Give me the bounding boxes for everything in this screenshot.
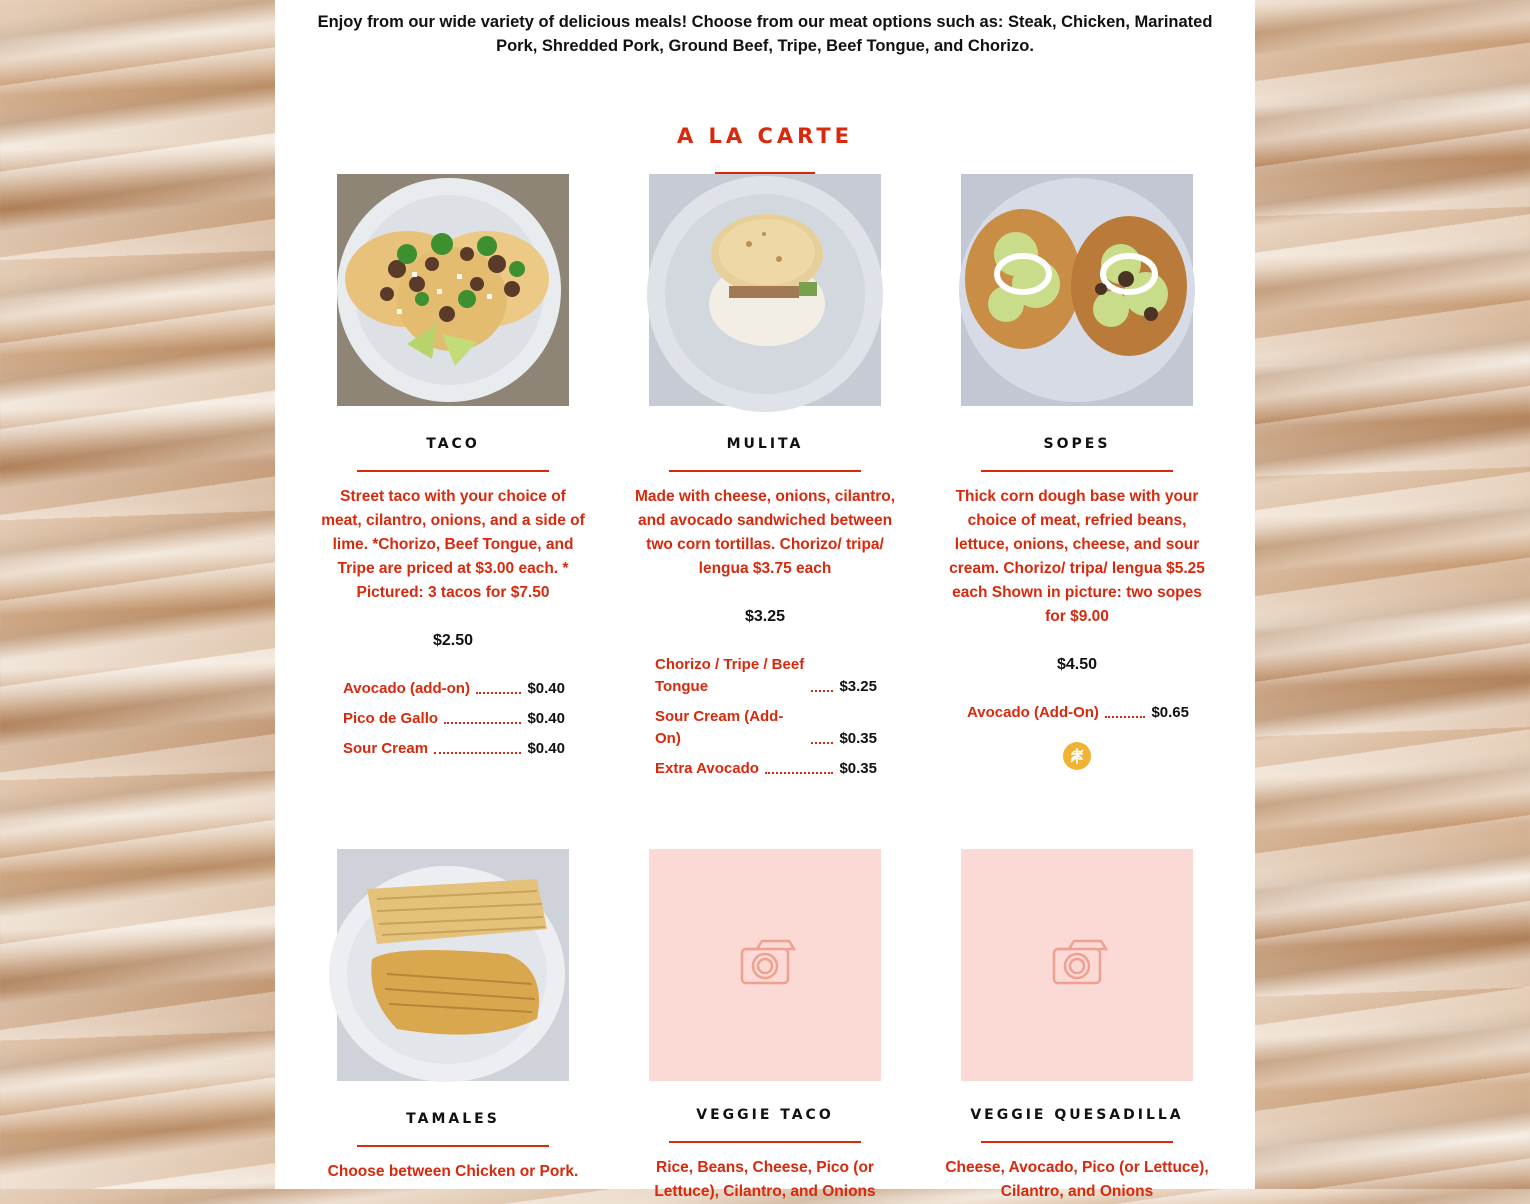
taco-photo[interactable] bbox=[337, 174, 569, 406]
veggie-taco-photo-placeholder[interactable] bbox=[649, 849, 881, 1081]
addon-row bbox=[655, 758, 877, 780]
taco-name: TACO bbox=[426, 436, 480, 452]
addon-price: $0.35 bbox=[839, 760, 877, 777]
mulita-addons bbox=[655, 654, 877, 788]
taco-divider bbox=[357, 470, 549, 472]
veggie-taco-divider bbox=[669, 1141, 861, 1143]
sopes-description: Thick corn dough base with your choice of meat, refried beans, lettuce, onions, cheese, and sour cream. Chorizo/ tripa/ lengua $5.25 each Shown in picture: two sopes for $9.00 bbox=[949, 488, 1205, 625]
sopes-price: $4.50 bbox=[1056, 656, 1098, 673]
addon-name: Sour Cream bbox=[343, 740, 429, 757]
sopes-name: SOPES bbox=[1043, 436, 1111, 452]
camera-icon bbox=[649, 849, 881, 1081]
addon-price: $0.40 bbox=[527, 710, 565, 727]
section-title: A LA CARTE bbox=[676, 124, 854, 148]
addon-row bbox=[655, 706, 877, 750]
veggie-taco-description: Rice, Beans, Cheese, Pico (or Lettuce), Cilantro, and Onions bbox=[654, 1159, 876, 1200]
veggie-quesadilla-photo-placeholder[interactable] bbox=[961, 849, 1193, 1081]
sopes-photo[interactable] bbox=[961, 174, 1193, 406]
addon-row bbox=[343, 708, 565, 730]
taco-description: Street taco with your choice of meat, cilantro, onions, and a side of lime. *Chorizo, Beef Tongue, and Tripe are priced at $3.00 each. * Pictured: 3 tacos for $7.50 bbox=[321, 488, 585, 601]
addon-name: Avocado (Add-On) bbox=[967, 704, 1099, 721]
mulita-divider bbox=[669, 470, 861, 472]
addon-leader bbox=[1105, 716, 1146, 718]
tamales-divider bbox=[357, 1145, 549, 1147]
addon-price: $0.40 bbox=[527, 740, 565, 757]
addon-row bbox=[967, 702, 1189, 724]
gluten-free-icon bbox=[1063, 742, 1091, 770]
sopes-divider bbox=[981, 470, 1173, 472]
addon-leader bbox=[434, 752, 521, 754]
veggie-quesadilla-divider bbox=[981, 1141, 1173, 1143]
tamales-photo[interactable] bbox=[337, 849, 569, 1081]
addon-leader bbox=[476, 692, 522, 694]
addon-price: $0.35 bbox=[839, 730, 877, 747]
veggie-taco-name: VEGGIE TACO bbox=[696, 1107, 834, 1123]
addon-leader bbox=[765, 772, 834, 774]
taco-price: $2.50 bbox=[432, 632, 474, 649]
veggie-quesadilla-description: Cheese, Avocado, Pico (or Lettuce), Cilantro, and Onions bbox=[945, 1159, 1209, 1200]
addon-price: $0.40 bbox=[527, 680, 565, 697]
veggie-quesadilla-name: VEGGIE QUESADILLA bbox=[970, 1107, 1184, 1123]
addon-row bbox=[343, 738, 565, 760]
intro-text: Enjoy from our wide variety of delicious meals! Choose from our meat options such as: Steak, Chicken, Marinated Pork, Shredded Pork, Ground Beef, Tripe, Beef Tongue, and Chorizo. bbox=[317, 13, 1213, 55]
camera-icon bbox=[961, 849, 1193, 1081]
tamales-description: Choose between Chicken or Pork. bbox=[327, 1163, 579, 1180]
addon-leader bbox=[444, 722, 521, 724]
menu-panel bbox=[275, 0, 1255, 1200]
taco-addons bbox=[343, 678, 565, 768]
addon-name: Avocado (add-on) bbox=[343, 680, 470, 697]
addon-leader bbox=[811, 690, 833, 692]
mulita-description: Made with cheese, onions, cilantro, and avocado sandwiched between two corn tortillas. Chorizo/ tripa/ lengua $3.75 each bbox=[634, 488, 896, 577]
addon-price: $3.25 bbox=[839, 678, 877, 695]
mulita-photo[interactable] bbox=[649, 174, 881, 406]
addon-name: Sour Cream (Add-On) bbox=[655, 708, 784, 747]
sopes-addons bbox=[967, 702, 1189, 732]
addon-leader bbox=[811, 742, 833, 744]
addon-name: Chorizo / Tripe / Beef Tongue bbox=[655, 656, 805, 695]
mulita-name: MULITA bbox=[726, 436, 804, 452]
tamales-name: TAMALES bbox=[406, 1111, 500, 1127]
mulita-price: $3.25 bbox=[744, 608, 786, 625]
addon-row bbox=[343, 678, 565, 700]
addon-row bbox=[655, 654, 877, 698]
addon-name: Extra Avocado bbox=[655, 760, 759, 777]
addon-name: Pico de Gallo bbox=[343, 710, 439, 727]
addon-price: $0.65 bbox=[1151, 704, 1189, 721]
